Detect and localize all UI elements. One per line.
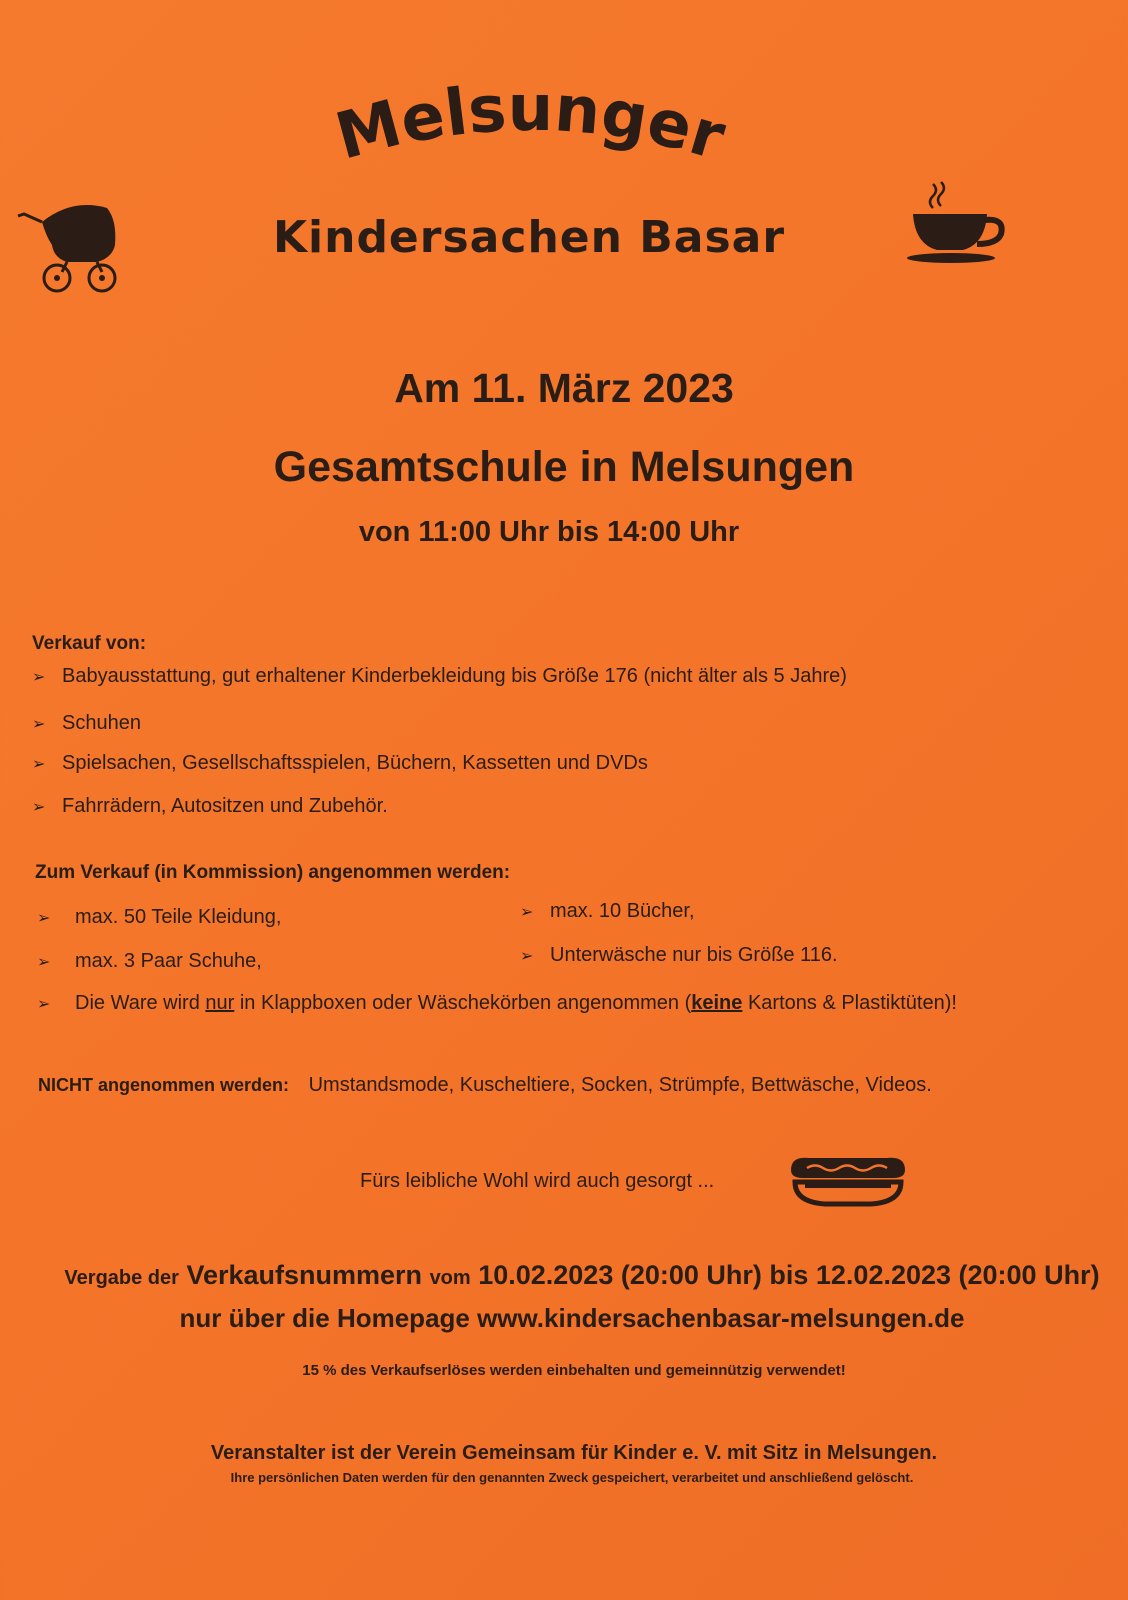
kommission-item: ➢ max. 3 Paar Schuhe,: [37, 950, 262, 972]
arrow-bullet-icon: ➢: [37, 953, 51, 971]
pram-icon: [12, 190, 127, 295]
arrow-bullet-icon: ➢: [32, 798, 46, 816]
homepage-line: nur über die Homepage www.kindersachenbasar-melsungen.de: [179, 1303, 965, 1333]
kommission-item: ➢ max. 50 Teile Kleidung,: [37, 906, 282, 928]
arrow-bullet-icon: ➢: [520, 947, 534, 965]
svg-text:Melsunger: Melsunger: [328, 71, 733, 176]
event-place: Gesamtschule in Melsungen: [273, 443, 855, 491]
poster-subtitle: Kindersachen Basar: [272, 212, 786, 263]
event-date: Am 11. März 2023: [394, 365, 734, 411]
arrow-bullet-icon: ➢: [32, 755, 46, 773]
poster-title: [300, 70, 760, 190]
verkauf-item: ➢ Fahrrädern, Autositzen und Zubehör.: [32, 795, 388, 817]
veranstalter-line: Veranstalter ist der Verein Gemeinsam für Kinder e. V. mit Sitz in Melsungen.: [210, 1442, 938, 1464]
arrow-bullet-icon: ➢: [32, 715, 46, 733]
nicht-label: NICHT angenommen werden:: [38, 1075, 290, 1095]
coffee-cup-icon: [905, 178, 1015, 268]
arrow-bullet-icon: ➢: [32, 668, 46, 686]
verkauf-item: ➢ Spielsachen, Gesellschaftsspielen, Büchern, Kassetten und DVDs: [32, 752, 648, 774]
hotdog-icon: [785, 1148, 910, 1210]
arrow-bullet-icon: ➢: [37, 995, 51, 1013]
kommission-item: ➢ Unterwäsche nur bis Größe 116.: [520, 944, 838, 966]
event-time: von 11:00 Uhr bis 14:00 Uhr: [358, 516, 740, 548]
nicht-text: Umstandsmode, Kuscheltiere, Socken, Strümpfe, Bettwäsche, Videos.: [308, 1074, 932, 1096]
verkauf-item: ➢ Schuhen: [32, 712, 141, 734]
kommission-item: ➢ max. 10 Bücher,: [520, 900, 695, 922]
arrow-bullet-icon: ➢: [520, 903, 534, 921]
kommission-title: Zum Verkauf (in Kommission) angenommen werden:: [35, 862, 511, 883]
nicht-angenommen: [38, 1074, 932, 1097]
verkauf-item: ➢ Babyausstattung, gut erhaltener Kinderbekleidung bis Größe 176 (nicht älter als 5 Jahre): [32, 665, 847, 687]
prozent-note: 15 % des Verkaufserlöses werden einbehalten und gemeinnützig verwendet!: [302, 1362, 846, 1379]
wohl-text: Fürs leibliche Wohl wird auch gesorgt ...: [360, 1170, 715, 1192]
arrow-bullet-icon: ➢: [37, 909, 51, 927]
kommission-ware-note: ➢ Die Ware wird nur in Klappboxen oder Wäschekörben angenommen (keine Kartons & Plastiktüten)!: [37, 992, 957, 1014]
datenschutz-note: Ihre persönlichen Daten werden für den genannten Zweck gespeichert, verarbeitet und anschließend gelöscht.: [230, 1470, 914, 1485]
vergabe-line: Vergabe der Verkaufsnummern vom 10.02.2023 (20:00 Uhr) bis 12.02.2023 (20:00 Uhr): [64, 1260, 1100, 1290]
verkauf-title: Verkauf von:: [32, 633, 147, 654]
